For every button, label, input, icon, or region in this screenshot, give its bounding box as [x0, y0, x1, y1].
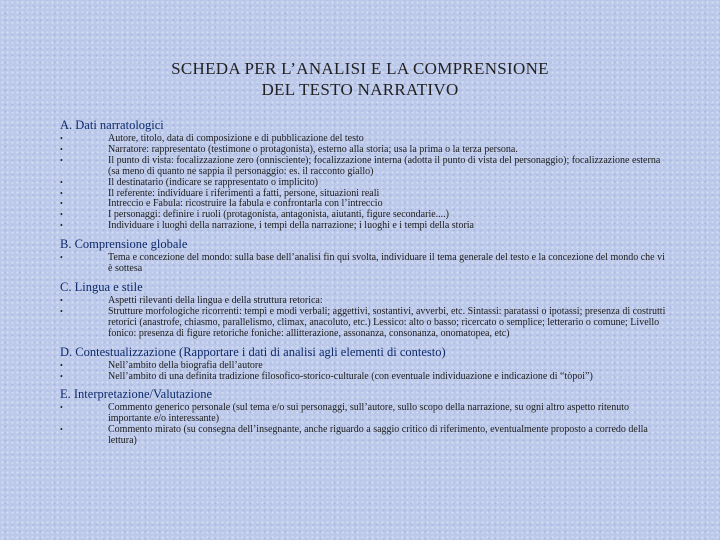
list-item-text: I personaggi: definire i ruoli (protagonista, antagonista, aiutanti, figure secondarie....) — [108, 209, 450, 221]
bullet-icon: • — [60, 210, 63, 220]
list-item-text: Aspetti rilevanti della lingua e della struttura retorica: — [108, 294, 323, 306]
bullet-list — [60, 253, 670, 275]
bullet-list — [60, 361, 670, 383]
bullet-icon: • — [60, 306, 63, 316]
list-item-text: Nell’ambito della biografia dell’autore — [108, 359, 263, 371]
list-item — [60, 156, 670, 178]
section — [60, 236, 670, 275]
bullet-list — [60, 134, 670, 232]
bullet-icon: • — [60, 134, 63, 143]
bullet-icon: • — [60, 403, 63, 413]
list-item — [60, 221, 670, 232]
list-item — [60, 403, 670, 425]
page-title — [0, 58, 720, 100]
section-heading: B. Comprensione globale — [60, 237, 188, 252]
section-heading: E. Interpretazione/Valutazione — [60, 387, 213, 402]
bullet-icon: • — [60, 199, 63, 209]
list-item-text: Il punto di vista: focalizzazione zero (onnisciente); focalizzazione interna (adotta il punto di vista del personaggio); focalizzazione esterna (sa meno di quanto ne sappia il personaggio: es. il racconto giallo) — [108, 154, 661, 177]
section-heading: C. Lingua e stile — [60, 279, 143, 294]
list-item-text: Tema e concezione del mondo: sulla base dell’analisi fin qui svolta, individuare il tema generale del testo e la concezione del mondo che vi è sottesa — [108, 252, 665, 275]
bullet-icon: • — [60, 360, 63, 370]
list-item-text: Individuare i luoghi della narrazione, i tempi della narrazione; i luoghi e i tempi della storia — [108, 220, 474, 232]
list-item-text: Il destinatario (indicare se rappresentato o implicito) — [108, 176, 318, 188]
section-heading: A. Dati narratologici — [60, 118, 164, 132]
list-item — [60, 425, 670, 447]
section-heading: D. Contestualizzazione (Rapportare i dati di analisi agli elementi di contesto) — [60, 344, 446, 359]
bullet-icon: • — [60, 371, 63, 381]
title-line-1: SCHEDA PER L’ANALISI E LA COMPRENSIONE — [171, 59, 549, 78]
bullet-list — [60, 296, 670, 340]
bullet-list — [60, 403, 670, 447]
list-item-text: Commento generico personale (sul tema e/o sui personaggi, sull’autore, sullo scopo della narrazione, su ogni altro aspetto ritenuto importante e/o interessante) — [108, 402, 629, 425]
bullet-icon: • — [60, 144, 63, 154]
bullet-icon: • — [60, 425, 63, 435]
bullet-icon: • — [60, 188, 63, 198]
title-line-2: DEL TESTO NARRATIVO — [261, 80, 459, 99]
list-item-text: Il referente: individuare i riferimenti a fatti, persone, situazioni reali — [108, 187, 380, 199]
list-item-text: Commento mirato (su consegna dell’insegnante, anche riguardo a saggio critico di riferimento, eventualmente proposto a corredo della lettura) — [108, 424, 648, 447]
bullet-icon: • — [60, 295, 63, 305]
list-item-text: Narratore: rappresentato (testimone o protagonista), esterno alla storia; usa la prima o la terza persona. — [108, 143, 518, 155]
list-item — [60, 253, 670, 275]
section — [60, 117, 670, 232]
list-item-text: Autore, titolo, data di composizione e di pubblicazione del testo — [108, 133, 364, 144]
section — [60, 344, 670, 383]
list-item-text: Strutture morfologiche ricorrenti: tempi e modi verbali; aggettivi, sostantivi, avverbi, etc. Sintassi: paratassi o ipotassi; presenza di costrutti retorici (anastrofe, chiasmo, parallelismo, climax, anacoluto, etc.) Lessico: alto o basso; ricercato o semplice; letterario o comune; Livello fonico: presenza di figure retoriche foniche: allitterazione, assonanza, consonanza, onomatopea, etc) — [108, 305, 666, 339]
section — [60, 386, 670, 447]
bullet-icon: • — [60, 221, 63, 231]
section — [60, 279, 670, 340]
content-body — [60, 117, 670, 451]
list-item-text: Intreccio e Fabula: ricostruire la fabula e confrontarla con l’intreccio — [108, 198, 383, 210]
list-item — [60, 372, 670, 383]
bullet-icon: • — [60, 253, 63, 263]
bullet-icon: • — [60, 155, 63, 165]
list-item — [60, 307, 670, 340]
bullet-icon: • — [60, 177, 63, 187]
list-item-text: Nell’ambito di una definita tradizione filosofico-storico-culturale (con eventuale individuazione e indicazione di “tòpoi”) — [108, 370, 593, 382]
